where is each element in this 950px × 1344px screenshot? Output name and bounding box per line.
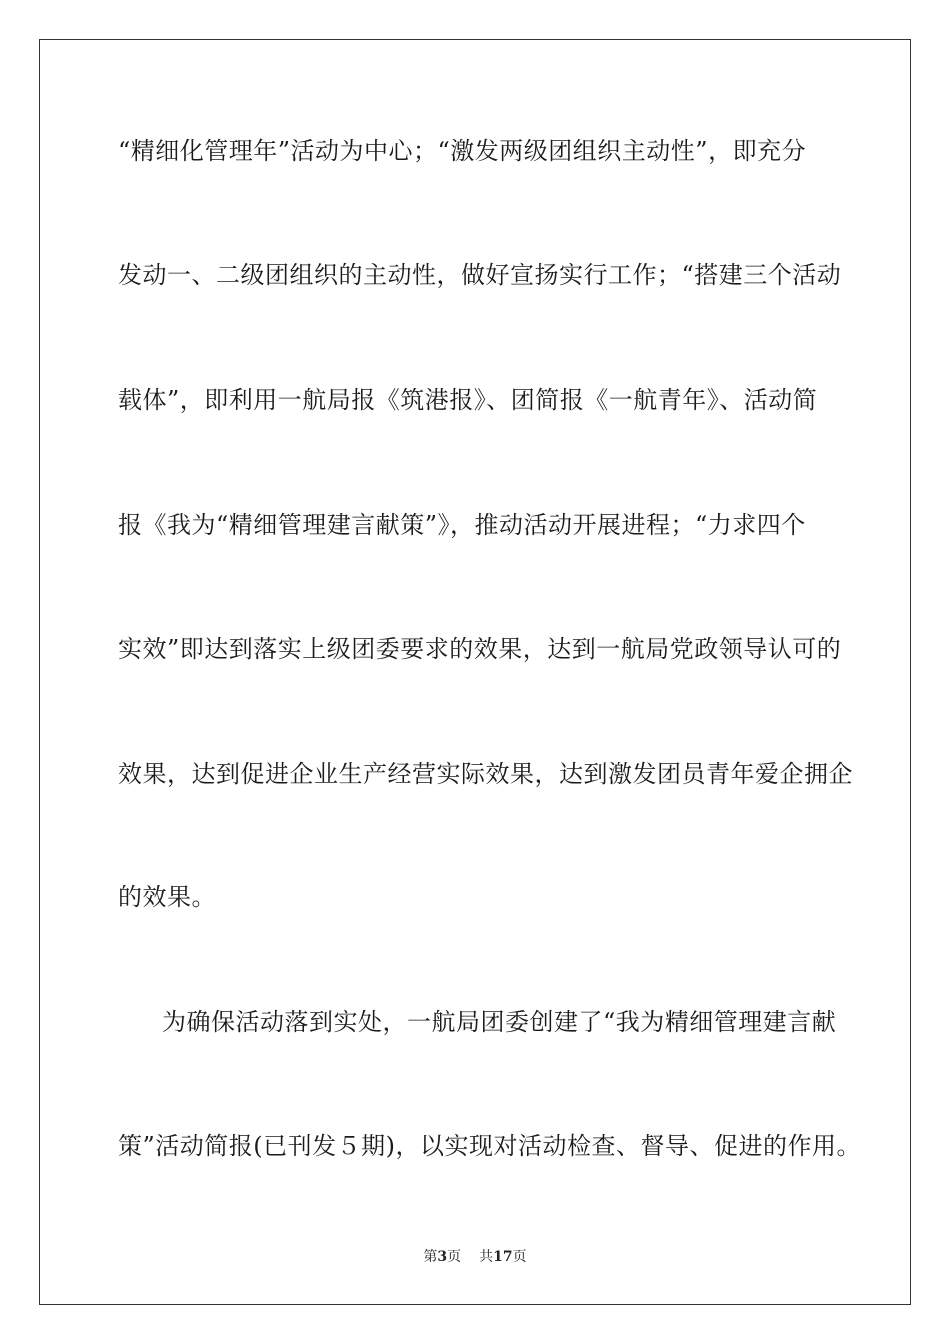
body-line-1: “精细化管理年”活动为中心；“激发两级团组织主动性”，即充分 (118, 137, 807, 165)
page-number: 3 (437, 1249, 448, 1265)
body-line-3: 载体”，即利用一航局报《筑港报》、团简报《一航青年》、活动简 (118, 386, 818, 414)
total-prefix: 共 (479, 1249, 494, 1265)
paragraph-2-line-1: 为确保活动落到实处，一航局团委创建了“我为精细管理建言献 (162, 1008, 837, 1036)
body-line-4: 报《我为“精细管理建言献策”》，推动活动开展进程；“力求四个 (118, 511, 806, 539)
body-line-5: 实效”即达到落实上级团委要求的效果，达到一航局党政领导认可的 (118, 635, 842, 663)
page-suffix: 页 (447, 1249, 462, 1265)
body-line-2: 发动一、二级团组织的主动性，做好宣扬实行工作；“搭建三个活动 (118, 261, 842, 289)
total-pages: 17 (493, 1249, 513, 1265)
total-suffix: 页 (512, 1249, 527, 1265)
page-prefix: 第 (423, 1249, 438, 1265)
paragraph-2-line-2: 策”活动简报(已刊发５期)，以实现对活动检查、督导、促进的作用。 (118, 1132, 861, 1160)
body-line-6: 效果，达到促进企业生产经营实际效果，达到激发团员青年爱企拥企 (118, 760, 853, 788)
body-line-7: 的效果。 (118, 883, 216, 911)
page-border (39, 39, 911, 1305)
page-footer (0, 1248, 950, 1266)
